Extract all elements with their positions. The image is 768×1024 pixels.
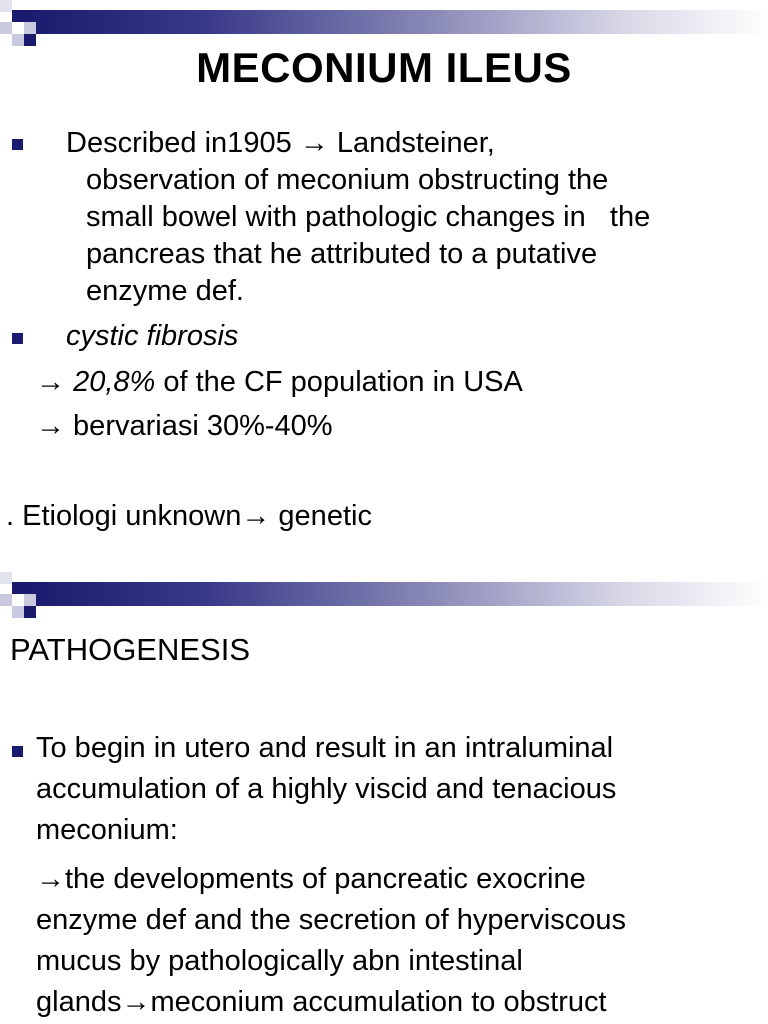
- percentage-value: 20,8%: [73, 366, 156, 398]
- sub-text-line: mucus by pathologically abn intestinal: [36, 945, 523, 977]
- decor-square: [24, 594, 36, 606]
- decor-square: [12, 606, 24, 618]
- bullet-icon: [12, 139, 23, 150]
- bullet-text-line: small bowel with pathologic changes in the: [86, 201, 651, 233]
- decor-square: [12, 582, 24, 594]
- sub-text-line: enzyme def and the secretion of hyperviscous: [36, 904, 626, 936]
- bullet-text-line: pancreas that he attributed to a putative: [86, 238, 598, 270]
- bullet-text-cystic-fibrosis: cystic fibrosis: [66, 320, 239, 352]
- bullet-text-line: meconium:: [36, 814, 178, 846]
- bullet-text-line: Described in1905 → Landsteiner,: [66, 127, 495, 159]
- section-heading: PATHOGENESIS: [10, 632, 251, 667]
- slide-title: MECONIUM ILEUS: [196, 44, 572, 91]
- decor-square: [0, 0, 12, 12]
- decor-square: [0, 572, 12, 584]
- bullet-icon: [12, 746, 23, 757]
- bullet-text-line: accumulation of a highly viscid and tenacious: [36, 773, 617, 805]
- arrow-line-bervariasi: → bervariasi 30%-40%: [36, 410, 333, 442]
- header-decoration: [0, 0, 768, 48]
- sub-text-line: →the developments of pancreatic exocrine: [36, 863, 586, 895]
- decor-square: [12, 10, 24, 22]
- arrow-prefix: →: [36, 366, 74, 398]
- header-gradient-bar: [24, 582, 768, 606]
- bullet-text-line: enzyme def.: [86, 275, 244, 307]
- bullet-text-line: observation of meconium obstructing the: [86, 164, 609, 196]
- bullet-text-line: To begin in utero and result in an intraluminal: [36, 732, 614, 764]
- slide-pathogenesis: [0, 572, 768, 1024]
- decor-square: [24, 606, 36, 618]
- etiology-line: . Etiologi unknown→ genetic: [6, 500, 372, 532]
- header-decoration: [0, 572, 768, 620]
- decor-square: [24, 22, 36, 34]
- decor-square: [0, 22, 12, 34]
- sub-text-line: glands→meconium accumulation to obstruct: [36, 986, 607, 1018]
- decor-square: [0, 594, 12, 606]
- header-gradient-bar: [24, 10, 768, 34]
- bullet-icon: [12, 333, 23, 344]
- arrow-line-rest: of the CF population in USA: [155, 366, 523, 398]
- arrow-line-cf-population: [36, 364, 523, 401]
